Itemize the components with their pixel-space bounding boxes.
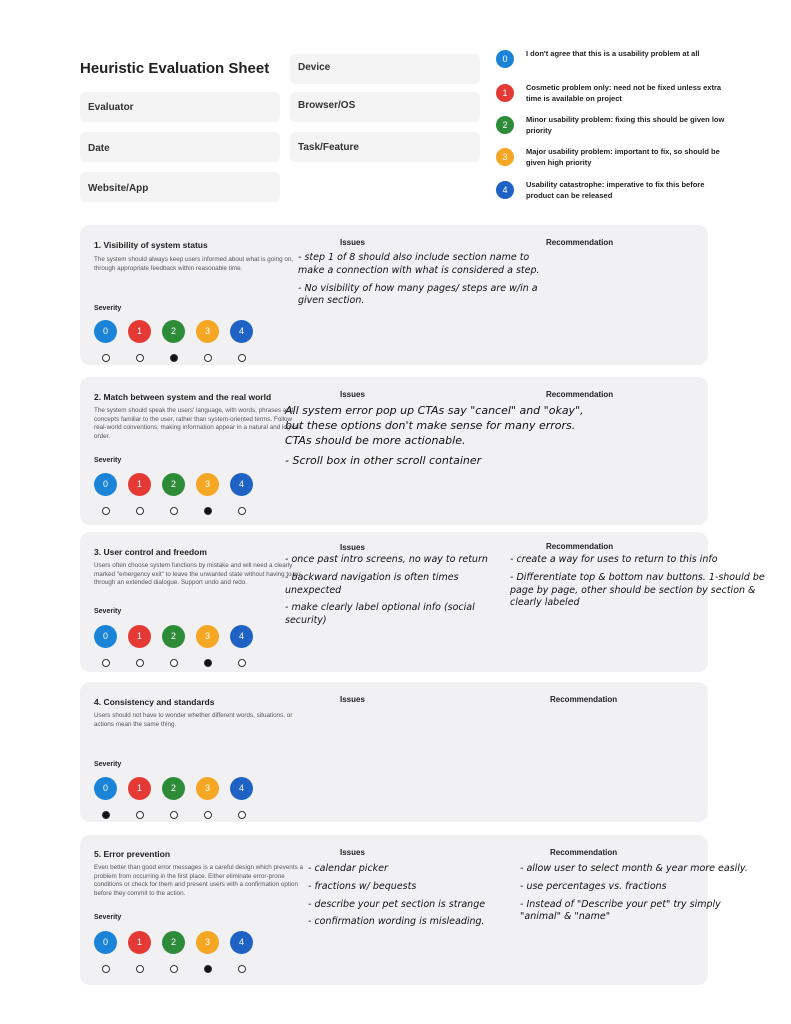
section-title: 5. Error prevention <box>94 849 171 859</box>
issues-notes[interactable] <box>285 554 490 633</box>
severity-1-dot: 1 <box>496 84 514 102</box>
severity-2-button[interactable]: 2 <box>162 625 185 648</box>
issue-note: - make clearly label optional info (social security) <box>285 602 475 627</box>
recommendation-heading: Recommendation <box>550 695 618 704</box>
section-title: 4. Consistency and standards <box>94 697 215 707</box>
severity-2-button[interactable]: 2 <box>162 777 185 800</box>
severity-3-radio[interactable] <box>204 811 212 819</box>
issue-note: - once past intro screens, no way to return <box>285 554 488 565</box>
evaluator-label: Evaluator <box>88 102 134 113</box>
severity-4-radio[interactable] <box>238 965 246 973</box>
legend-text: I don't agree that this is a usability problem at all <box>526 49 700 58</box>
legend-text: Cosmetic problem only: need not be fixed unless extra time is available on project <box>526 83 722 103</box>
section-description: Users should not have to wonder whether different words, situations, or actions mean the same thing. <box>94 712 293 728</box>
severity-0-button[interactable]: 0 <box>94 625 117 648</box>
severity-2-radio[interactable] <box>170 811 178 819</box>
severity-2-button[interactable]: 2 <box>162 473 185 496</box>
severity-3-dot: 3 <box>496 148 514 166</box>
issue-note: - fractions w/ bequests <box>308 880 417 892</box>
severity-3-button[interactable]: 3 <box>196 473 219 496</box>
severity-2-radio[interactable] <box>170 659 178 667</box>
issues-notes[interactable] <box>308 863 508 934</box>
severity-3-radio[interactable] <box>204 659 212 667</box>
severity-3-radio[interactable] <box>204 507 212 515</box>
severity-1-button[interactable]: 1 <box>128 320 151 343</box>
severity-1-radio[interactable] <box>136 659 144 667</box>
severity-1-radio[interactable] <box>136 811 144 819</box>
severity-3-button[interactable]: 3 <box>196 320 219 343</box>
recommendation-heading: Recommendation <box>546 390 614 399</box>
issue-note: - Scroll box in other scroll container <box>285 453 482 467</box>
section-description: The system should speak the users' language, with words, phrases and concepts familiar to the user, rather than system-oriented terms. Follow real-world conventions, making information appear in a natural and logical order. <box>94 407 300 440</box>
heuristic-section-4 <box>80 682 708 822</box>
issues-heading: Issues <box>340 238 365 247</box>
severity-4-button[interactable]: 4 <box>230 777 253 800</box>
severity-1-radio[interactable] <box>136 965 144 973</box>
severity-2-dot: 2 <box>496 116 514 134</box>
severity-4-radio[interactable] <box>238 811 246 819</box>
severity-0-radio[interactable] <box>102 965 110 973</box>
recommendation-notes[interactable] <box>510 554 782 615</box>
issues-heading: Issues <box>340 390 365 399</box>
severity-4-button[interactable]: 4 <box>230 931 253 954</box>
issue-note: - step 1 of 8 should also include section name to make a connection with what is considered a step. <box>298 252 540 276</box>
section-description: The system should always keep users informed about what is going on, through appropriate feedback within reasonable time. <box>94 256 294 272</box>
heuristic-section-5 <box>80 835 748 985</box>
recommendation-note: - create a way for uses to return to this info <box>510 554 718 565</box>
severity-4-radio[interactable] <box>238 507 246 515</box>
heuristic-section-3 <box>80 532 765 672</box>
issue-note: - No visibility of how many pages/ steps are w/in a given section. <box>298 282 538 307</box>
section-title: 2. Match between system and the real world <box>94 392 272 402</box>
severity-1-radio[interactable] <box>136 507 144 515</box>
issues-notes[interactable] <box>285 404 605 473</box>
page-title: Heuristic Evaluation Sheet <box>80 60 270 77</box>
website-app-label: Website/App <box>88 183 149 194</box>
severity-3-button[interactable]: 3 <box>196 777 219 800</box>
severity-label: Severity <box>94 761 122 768</box>
date-box[interactable] <box>80 132 280 162</box>
severity-3-radio[interactable] <box>204 354 212 362</box>
issue-note: All system error pop up CTAs say "cancel" and "okay", but these options don't make sense for many errors. CTAs should be more actionable. <box>285 404 584 447</box>
severity-3-button[interactable]: 3 <box>196 931 219 954</box>
browser-os-label: Browser/OS <box>298 100 356 111</box>
severity-label: Severity <box>94 457 122 464</box>
task-feature-label: Task/Feature <box>298 142 359 153</box>
severity-label: Severity <box>94 914 122 921</box>
severity-4-button[interactable]: 4 <box>230 320 253 343</box>
device-label: Device <box>298 62 331 73</box>
recommendation-heading: Recommendation <box>546 238 614 247</box>
severity-label: Severity <box>94 305 122 312</box>
issues-notes[interactable] <box>298 252 548 313</box>
severity-1-button[interactable]: 1 <box>128 777 151 800</box>
severity-1-button[interactable]: 1 <box>128 473 151 496</box>
legend-text: Major usability problem: important to fix, so should be given high priority <box>526 147 720 167</box>
severity-3-radio[interactable] <box>204 965 212 973</box>
issue-note: - calendar picker <box>308 863 388 874</box>
issues-heading: Issues <box>340 848 365 857</box>
severity-1-radio[interactable] <box>136 354 144 362</box>
severity-0-dot: 0 <box>496 50 514 68</box>
section-title: 3. User control and freedom <box>94 547 207 557</box>
severity-2-radio[interactable] <box>170 507 178 515</box>
recommendation-notes[interactable] <box>520 863 760 929</box>
heuristic-section-2 <box>80 377 708 525</box>
issue-note: - describe your pet section is strange <box>308 898 486 910</box>
severity-4-button[interactable]: 4 <box>230 473 253 496</box>
section-description: Users often choose system functions by mistake and will need a clearly marked "emergency exit" to leave the unwanted state without having to go through an extended dialogue. Support undo and redo. <box>94 562 301 586</box>
recommendation-note: - Differentiate top & bottom nav buttons. 1-should be page by page, other should be section by section & clearly labeled <box>510 571 765 609</box>
recommendation-heading: Recommendation <box>550 848 618 857</box>
severity-3-button[interactable]: 3 <box>196 625 219 648</box>
severity-0-radio[interactable] <box>102 354 110 362</box>
severity-4-button[interactable]: 4 <box>230 625 253 648</box>
severity-0-button[interactable]: 0 <box>94 473 117 496</box>
severity-label: Severity <box>94 608 122 615</box>
severity-2-radio[interactable] <box>170 354 178 362</box>
severity-0-button[interactable]: 0 <box>94 931 117 954</box>
issue-note: - backward navigation is often times unexpected <box>285 571 459 596</box>
issue-note: - confirmation wording is misleading. <box>308 916 485 928</box>
severity-4-dot: 4 <box>496 181 514 199</box>
severity-1-button[interactable]: 1 <box>128 931 151 954</box>
legend-text: Usability catastrophe: imperative to fix this before product can be released <box>526 180 705 200</box>
severity-2-radio[interactable] <box>170 965 178 973</box>
severity-0-radio[interactable] <box>102 659 110 667</box>
legend-text: Minor usability problem: fixing this should be given low priority <box>526 115 725 135</box>
severity-0-button[interactable]: 0 <box>94 777 117 800</box>
severity-0-radio[interactable] <box>102 811 110 819</box>
severity-0-radio[interactable] <box>102 507 110 515</box>
recommendation-note: - use percentages vs. fractions <box>520 880 667 892</box>
severity-1-button[interactable]: 1 <box>128 625 151 648</box>
severity-0-button[interactable]: 0 <box>94 320 117 343</box>
section-description: Even better than good error messages is a careful design which prevents a problem from occurring in the first place. Either eliminate error-prone conditions or check for them and present users with a confirmation option before they commit to the action. <box>94 864 303 897</box>
severity-4-radio[interactable] <box>238 354 246 362</box>
severity-4-radio[interactable] <box>238 659 246 667</box>
recommendation-note: - Instead of "Describe your pet" try simply "animal" & "name" <box>520 898 721 923</box>
severity-2-button[interactable]: 2 <box>162 931 185 954</box>
heuristic-section-1 <box>80 225 708 365</box>
section-title: 1. Visibility of system status <box>94 240 208 250</box>
recommendation-heading: Recommendation <box>546 542 614 551</box>
severity-2-button[interactable]: 2 <box>162 320 185 343</box>
issues-heading: Issues <box>340 695 365 704</box>
date-label: Date <box>88 143 110 154</box>
issues-heading: Issues <box>340 543 365 552</box>
recommendation-note: - allow user to select month & year more easily. <box>520 863 748 874</box>
